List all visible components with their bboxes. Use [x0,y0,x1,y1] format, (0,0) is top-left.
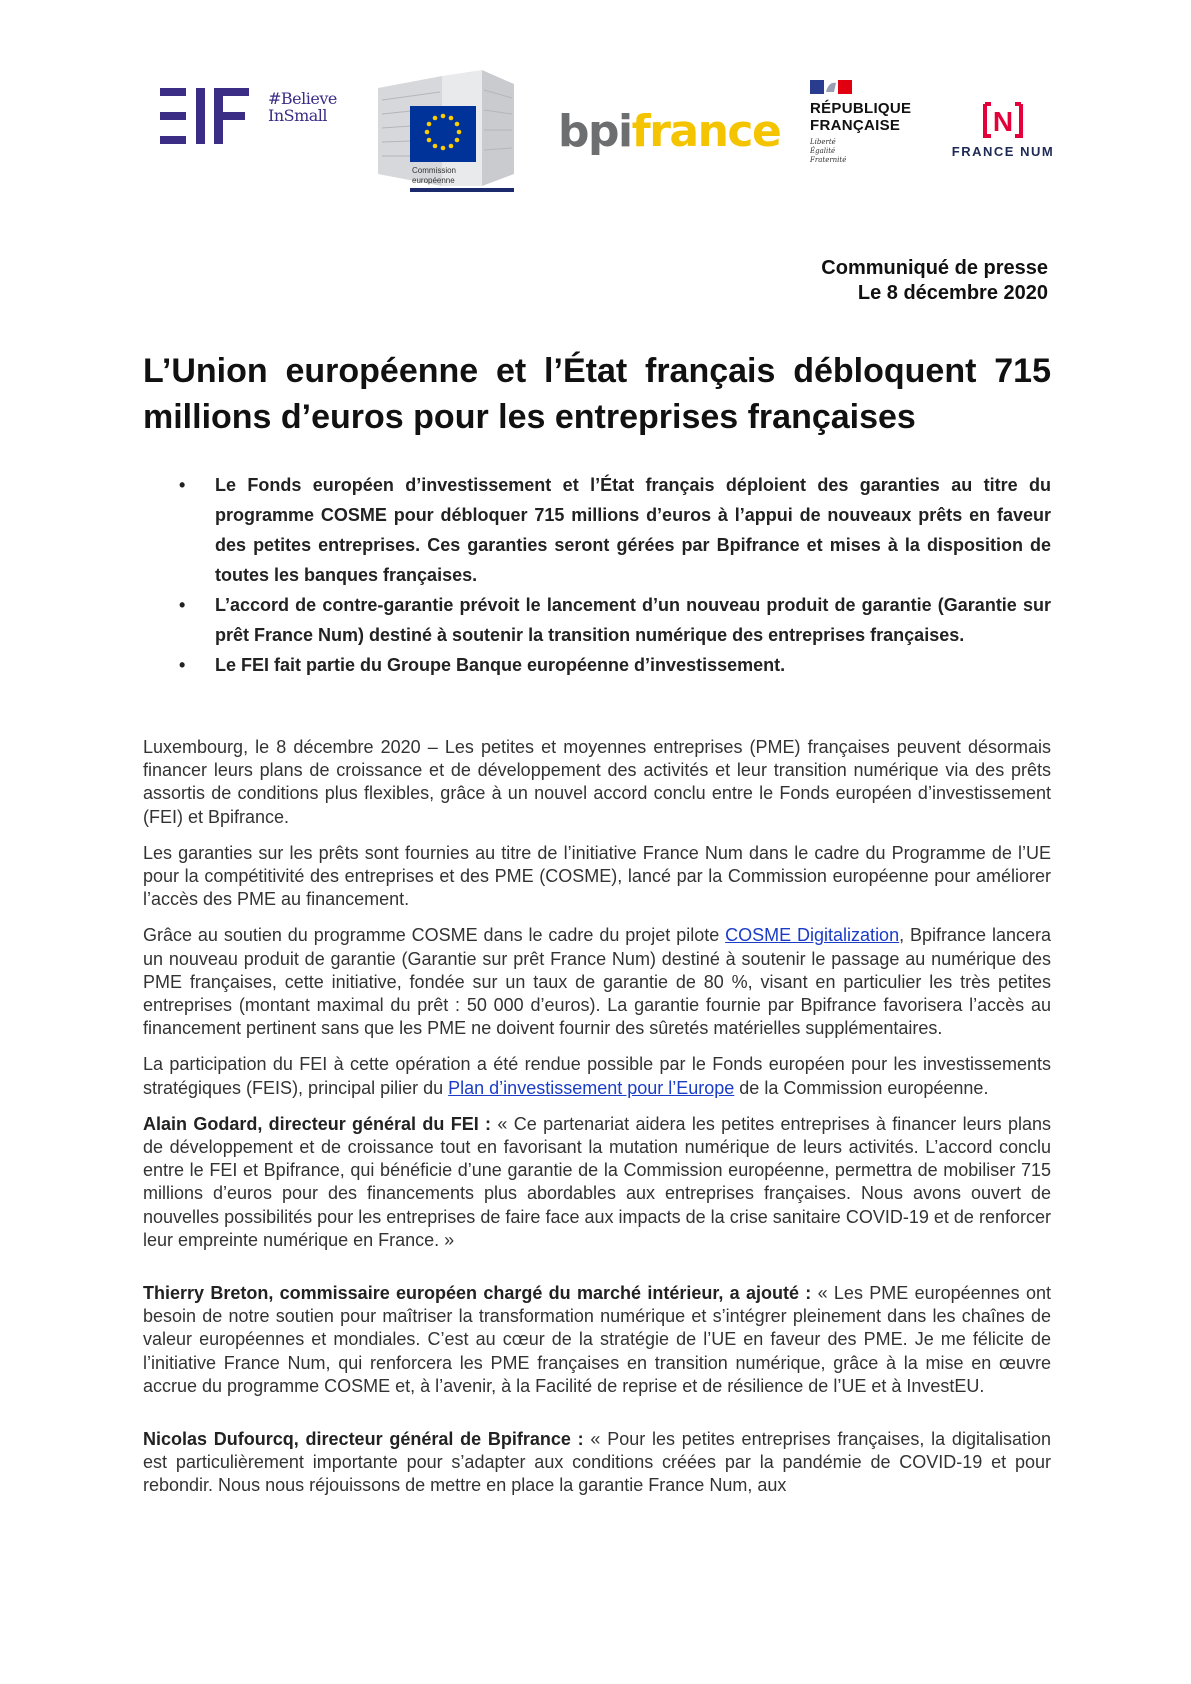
rf-motto-2: Égalité [810,147,836,155]
paragraph [143,924,1051,1040]
rf-motto-3: Fraternité [810,156,847,164]
investment-plan-link[interactable]: Plan d’investissement pour l’Europe [448,1077,735,1098]
key-point: • Le FEI fait partie du Groupe Banque européenne d’investissement. [143,650,1051,680]
paragraph [143,1053,1051,1099]
bpi-text: bpi [558,106,632,157]
quote-text: « Ce partenariat aidera les petites entreprises à financer leurs plans de développement et de croissance tout en favorisant la mutation numérique de leurs activités. L’accord conclu entre le FEI et Bpifrance, qui bénéficie d’une garantie de la Commission européenne, permettra de mobiliser 715 millions d’euros pour des financements plus abordables aux entreprises françaises. Nous avons ouvert de nouvelles possibilités pour les entreprises de faire face aux impacts de la crise sanitaire COVID-19 et de renforcer leur empreinte numérique en France. » [143,1113,1051,1250]
quote-godard [143,1113,1051,1252]
page-title: L’Union européenne et l’État français débloquent 715 millions d’euros pour les entreprises françaises [143,352,1051,436]
doc-type: Communiqué de presse [821,257,1048,279]
marianne-flag-icon [810,80,854,94]
logo-bar [0,60,1191,210]
quote-speaker: Thierry Breton, commissaire européen chargé du marché intérieur, a ajouté : [143,1283,812,1304]
eif-tagline-1: #Believe [268,89,337,108]
paragraph: Les garanties sur les prêts sont fournies au titre de l’initiative France Num dans le cadre du Programme de l’UE pour la compétitivité des entreprises et des PME (COSME), lancé par la Commission européenne pour améliorer l’accès des PME au financement. [143,842,1051,910]
france-num-mark-icon [983,102,1023,138]
key-point: • Le Fonds européen d’investissement et l’État français déploient des garanties au titre du programme COSME pour débloquer 715 millions d’euros à l’appui de nouveaux prêts en faveur des petites entreprises. Ces garanties seront gérées par Bpifrance et mises à la disposition de toutes les banques françaises. [143,470,1051,590]
press-release-header [821,256,1048,306]
paragraph: Luxembourg, le 8 décembre 2020 – Les petites et moyennes entreprises (PME) françaises peuvent désormais financer leurs plans de croissance et de développement des activités et leur transition numérique via des prêts assortis de conditions plus flexibles, grâce à un nouvel accord conclu entre le Fonds européen d’investissement (FEI) et Bpifrance. [143,737,1051,827]
rf-name-2: FRANÇAISE [810,117,901,134]
france-num-label: FRANCE NUM [951,144,1055,159]
quote-text: « Pour les petites entreprises françaises, la digitalisation est particulièrement importante pour s’adapter aux conditions créées par la pandémie de COVID-19 et pour rebondir. Nous nous réjouissons de mettre en place la garantie France Num, aux [143,1429,1051,1496]
paragraph-text: , Bpifrance lancera un nouveau produit de garantie (Garantie sur prêt France Num) destiné à soutenir le passage au numérique des PME françaises, cette initiative, fondée sur un taux de garantie de 80 %, visant en particulier les très petites entreprises (montant maximal du prêt : 50 000 d’euros). La garantie fournie par Bpifrance favorisera l’accès au financement pertinent sans que les PME ne doivent fournir des sûretés matérielles supplémentaires. [143,925,1051,1039]
quote-dufourcq [143,1428,1051,1498]
ec-label-2: européenne [412,176,455,185]
quote-speaker: Alain Godard, directeur général du FEI : [143,1113,492,1134]
cosme-digitalization-link[interactable]: COSME Digitalization [725,925,900,946]
paragraph-text: La participation du FEI à cette opération a été rendue possible par le Fonds européen pour les investissements stratégiques (FEIS), principal pilier du [143,1054,1051,1098]
european-commission-logo [372,70,522,196]
quote-speaker: Nicolas Dufourcq, directeur général de Bpifrance : [143,1429,584,1450]
eif-tagline [268,90,337,124]
paragraph-text: de la Commission européenne. [734,1077,989,1098]
france-text: france [631,106,781,157]
rf-name-1: RÉPUBLIQUE [810,100,912,117]
bpifrance-logo [558,106,780,157]
key-point: • L’accord de contre-garantie prévoit le lancement d’un nouveau produit de garantie (Garantie sur prêt France Num) destiné à soutenir la transition numérique des entreprises françaises. [143,590,1051,650]
article-body [143,736,1051,1511]
ec-label-1: Commission [412,166,457,175]
quote-breton [143,1282,1051,1398]
france-num-logo [948,102,1058,159]
rf-name [810,100,911,134]
eif-mark-icon [160,88,260,144]
rf-motto-1: Liberté [810,138,836,146]
quote-text: « Les PME européennes ont besoin de notre soutien pour maîtriser la transformation numérique et s’intégrer pleinement dans les chaînes de valeur européennes et mondiales. C’est au cœur de la stratégie de l’UE en faveur des PME. Je me félicite de l’initiative France Num, qui renforcera les PME françaises en transition numérique, grâce à la mise en œuvre accrue du programme COSME et, à l’avenir, à la Facilité de reprise et de résilience de l’UE et à InvestEU. [143,1283,1051,1396]
rf-motto [810,138,846,165]
release-date: Le 8 décembre 2020 [857,282,1048,304]
ec-label [412,166,478,186]
paragraph-text: Grâce au soutien du programme COSME dans le cadre du projet pilote [143,925,726,946]
key-points-list [143,470,1051,680]
eif-tagline-2: InSmall [268,106,328,125]
france-num-letter: N [992,106,1014,137]
